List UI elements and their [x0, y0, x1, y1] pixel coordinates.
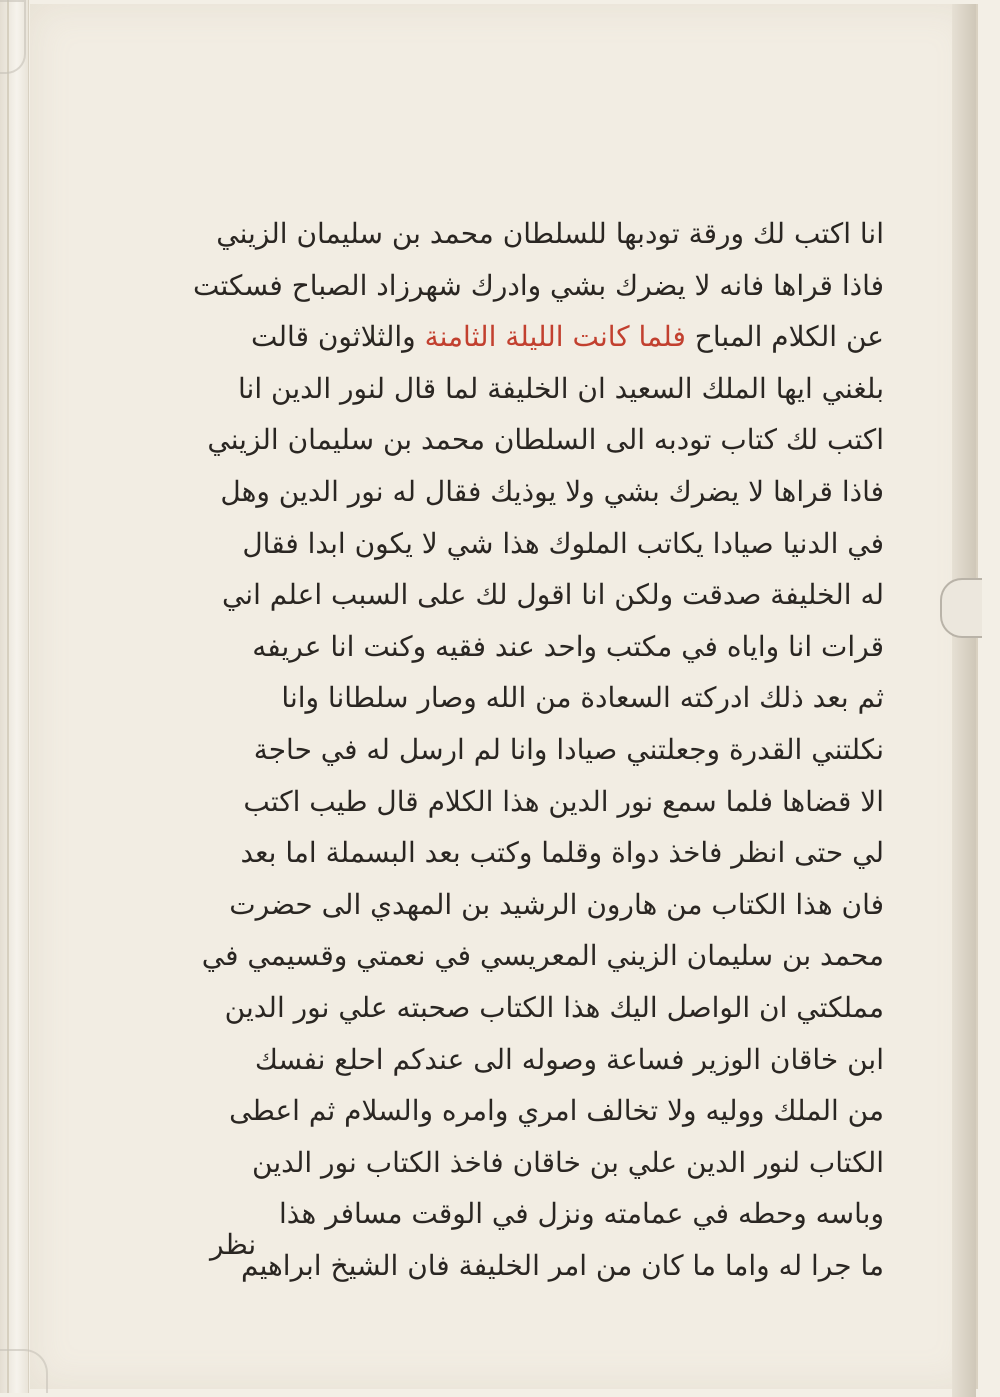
- line-segment: والثلاثون قالت: [251, 320, 416, 354]
- text-line: مملكتي ان الواصل اليك هذا الكتاب صحبته علي نور الدين: [224, 990, 884, 1024]
- page-tab[interactable]: [940, 578, 982, 638]
- line-segment: عن الكلام المباح: [694, 320, 884, 354]
- text-line: لي حتى انظر فاخذ دواة وقلما وكتب بعد البسملة اما بعد: [240, 836, 884, 870]
- clip-bottom: [0, 1349, 48, 1393]
- text-line: فاذا قراها لا يضرك بشي ولا يوذيك فقال له نور الدين وهل: [220, 474, 884, 508]
- binding-strip: [0, 0, 29, 1393]
- text-line: له الخليفة صدقت ولكن انا اقول لك على السبب اعلم اني: [221, 578, 884, 612]
- text-line: فاذا قراها فانه لا يضرك بشي وادرك شهرزاد الصباح فسكتت: [193, 268, 884, 302]
- text-line: الكتاب لنور الدين علي بن خاقان فاخذ الكتاب نور الدين: [252, 1145, 884, 1179]
- text-block: [118, 208, 884, 1291]
- text-line: انا اكتب لك ورقة تودبها للسلطان محمد بن سليمان الزيني: [216, 217, 884, 250]
- spine-line: [7, 0, 9, 1393]
- text-line: من الملك ووليه ولا تخالف امري وامره والسلام ثم اعطى: [229, 1094, 884, 1128]
- text-line: بلغني ايها الملك السعيد ان الخليفة لما قال لنور الدين انا: [238, 371, 884, 405]
- text-line: قرات انا واياه في مكتب واحد عند فقيه وكنت انا عريفه: [252, 629, 884, 663]
- text-line: ابن خاقان الوزير فساعة وصوله الى عندكم احلع نفسك: [254, 1042, 884, 1076]
- text-line: فان هذا الكتاب من هارون الرشيد بن المهدي الى حضرت: [229, 887, 884, 921]
- page-edge: [952, 4, 976, 1397]
- catchword: نظر: [210, 1228, 257, 1261]
- text-line: نكلتني القدرة وجعلتني صيادا وانا لم ارسل له في حاجة: [253, 732, 884, 766]
- rubric-heading: فلما كانت الليلة الثامنة: [424, 320, 686, 354]
- clip-top: [0, 0, 26, 74]
- text-line-with-rubric: [118, 311, 884, 363]
- text-line: الا قضاها فلما سمع نور الدين هذا الكلام قال طيب اكتب: [243, 784, 884, 818]
- text-line: وباسه وحطه في عمامته ونزل في الوقت مسافر هذا: [278, 1197, 884, 1231]
- text-line: محمد بن سليمان الزيني المعريسي في نعمتي وقسيمي في: [201, 939, 884, 973]
- text-line: ما جرا له واما ما كان من امر الخليفة فان الشيخ ابراهيم: [240, 1248, 884, 1282]
- text-line: اكتب لك كتاب تودبه الى السلطان محمد بن سليمان الزيني: [207, 423, 884, 457]
- text-line: ثم بعد ذلك ادركته السعادة من الله وصار سلطانا وانا: [281, 681, 884, 715]
- text-line: في الدنيا صيادا يكاتب الملوك هذا شي لا يكون ابدا فقال: [242, 526, 884, 560]
